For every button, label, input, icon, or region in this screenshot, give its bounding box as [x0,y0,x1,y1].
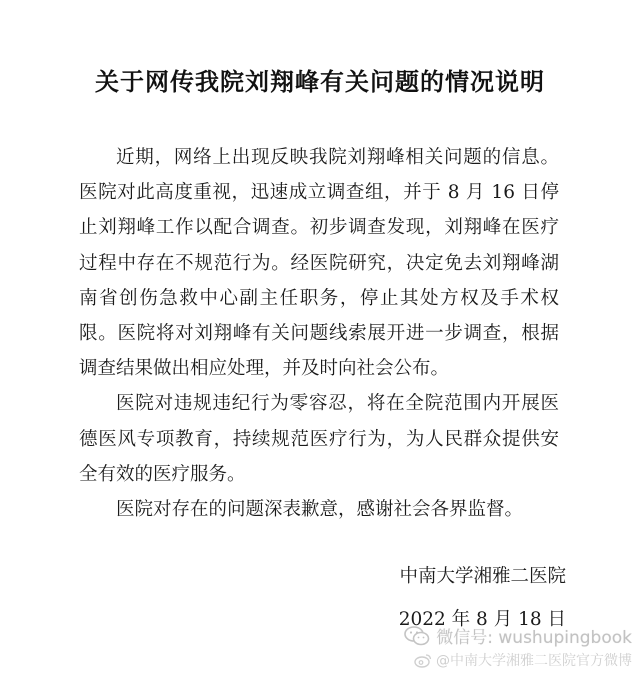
document-body [79,140,559,527]
weibo-icon [414,653,432,668]
paragraph-education: 医院对违规违纪行为零容忍，将在全院范围内开展医德医风专项教育，持续规范医疗行为，为人民群众提供安全有效的医疗服务。 [79,393,559,485]
paragraph-apology: 医院对存在的问题深表歉意，感谢社会各界监督。 [116,499,524,521]
wechat-id-text: 微信号: wushupingbook [436,628,632,648]
signature-organization: 中南大学湘雅二医院 [399,566,566,587]
weibo-watermark [404,650,632,670]
weibo-account-text: @中南大学湘雅二医院官方微博 [436,653,632,669]
signature-date: 2022 年 8 月 18 日 [398,609,566,630]
wechat-watermark [404,623,632,648]
document-title: 关于网传我院刘翔峰有关问题的情况说明 [95,67,545,96]
wechat-icon [404,626,430,646]
watermark [404,623,632,670]
paragraph-investigation: 近期，网络上出现反映我院刘翔峰相关问题的信息。医院对此高度重视，迅速成立调查组，并于 8 月 16 日停止刘翔峰工作以配合调查。初步调查发现，刘翔峰在医疗过程中存在不规范行为。经医院研究，决定免去刘翔峰湖南省创伤急救中心副主任职务，停止其处方权及手术权限。医院将对刘翔峰有关问题线索展开进一步调查，根据调查结果做出相应处理，并及时向社会公布。 [79,147,559,380]
